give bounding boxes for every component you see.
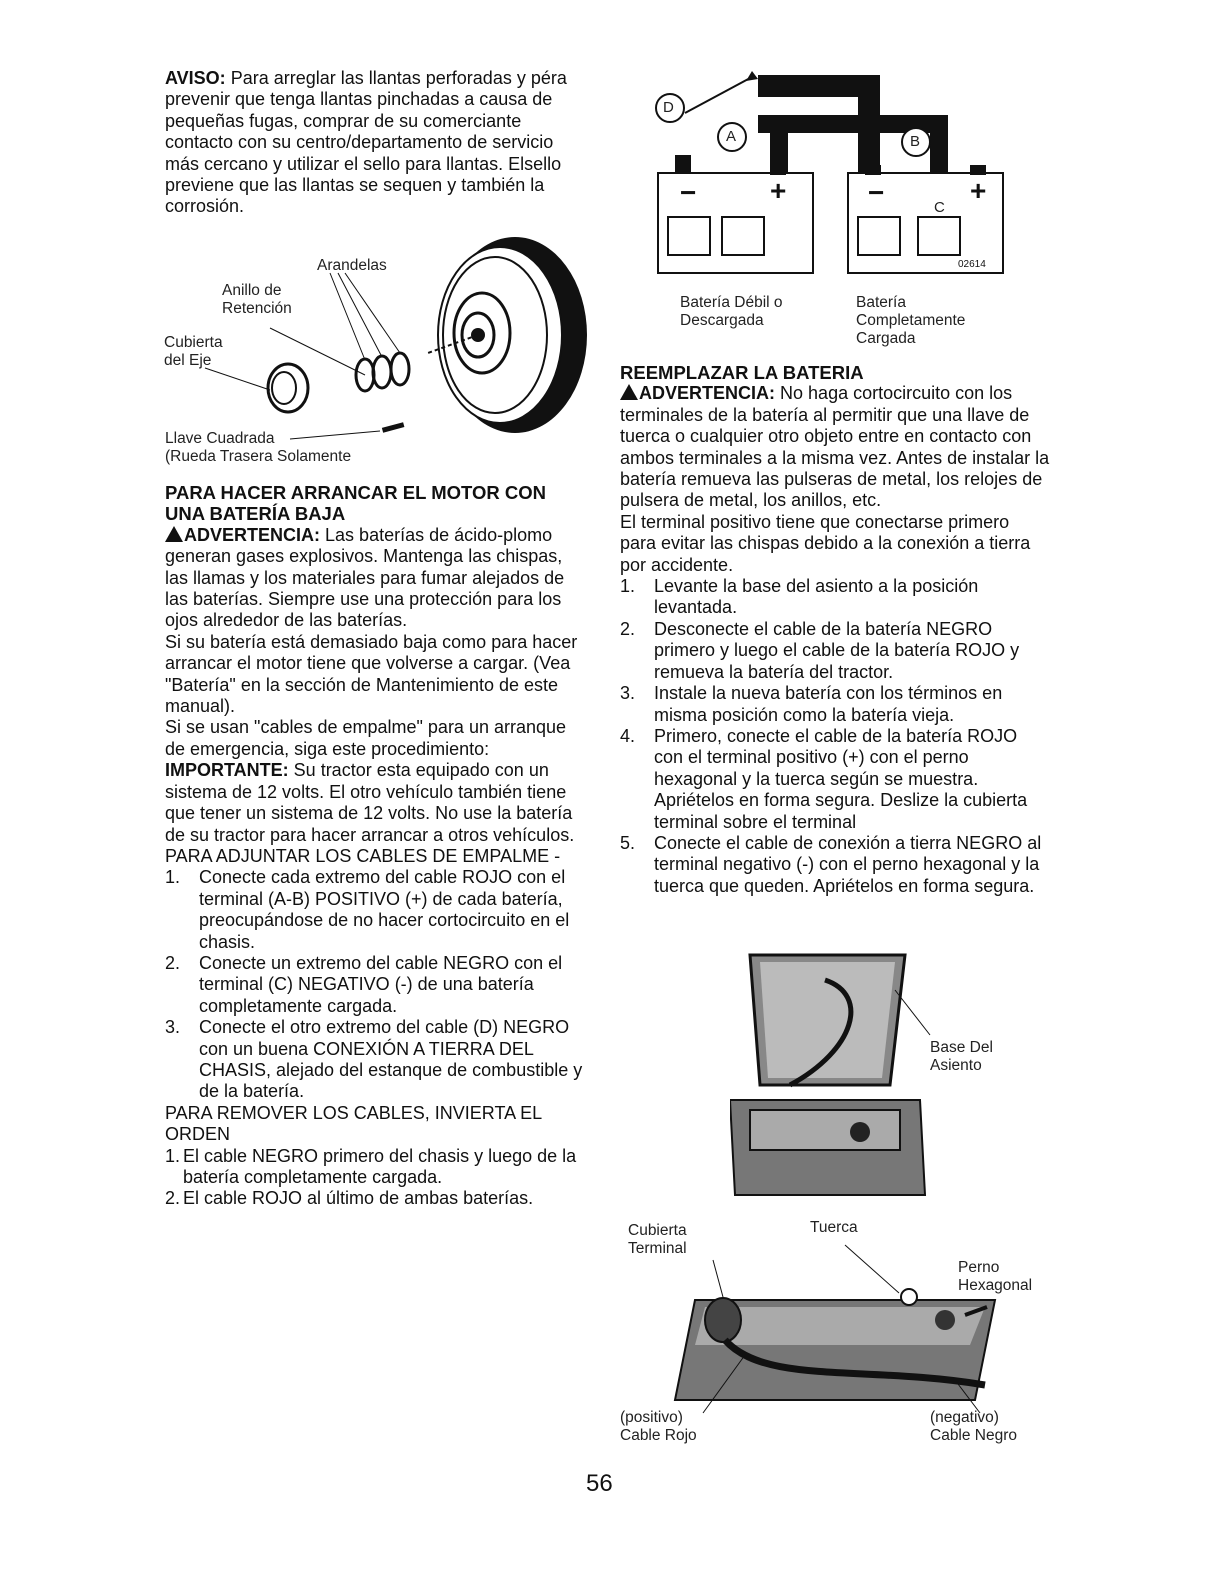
- positive-first-text: El terminal positivo tiene que conectarse primero para evitar las chispas debido a la conexión a tierra por accidente.: [620, 511, 1031, 575]
- notice-text: Para arreglar las llantas perforadas y péra prevenir que tenga llantas pinchadas a causa de pequeñas fugas, comprar de su comerciante contacto con su centro/departamento de servicio más cercano y utilizar el sello para llantas. Elsello previene que las llantas se sequen y también la corrosión.: [165, 68, 567, 217]
- weak-battery-label-1: Batería Débil o: [680, 294, 783, 311]
- battery-jumper-diagram: [640, 65, 1020, 355]
- warning-triangle-icon: [165, 526, 183, 542]
- hex-bolt-label-1: Perno: [958, 1259, 1000, 1276]
- list-item: 5. Conecte el cable de conexión a tierra NEGRO al terminal negativo (-) con el perno hexagonal y la tuerca que queden. Apriételos en forma segura.: [620, 832, 1042, 896]
- hex-bolt-label-2: Hexagonal: [958, 1277, 1033, 1294]
- full-battery-label-2: Completamente: [856, 312, 966, 329]
- seat-base-label-2: Asiento: [930, 1057, 982, 1074]
- remove-heading: PARA REMOVER LOS CABLES, INVIERTA EL ORDEN: [165, 1102, 542, 1145]
- replace-steps: [620, 576, 1050, 897]
- list-item: 1. Conecte cada extremo del cable ROJO con el terminal (A-B) POSITIVO (+) de cada batería, preocupándose de no hacer cortocircuito en el chasis.: [165, 867, 570, 952]
- seat-base-diagram: [730, 950, 1030, 1200]
- key-label-2: (Rueda Trasera Solamente: [165, 448, 352, 465]
- axle-cover-label-1: Cubierta: [164, 334, 223, 351]
- plus-sign-full: +: [970, 175, 987, 206]
- replace-warning-label: ADVERTENCIA:: [639, 383, 776, 404]
- jump-warning-text: Las baterías de ácido-plomo generan gases explosivos. Mantenga las chispas, las llamas y los materiales para fumar alejados de las baterías. Siempre use una protección para los ojos alrededor de las baterías.: [165, 524, 565, 631]
- list-item: 1. El cable NEGRO primero del chasis y luego de la batería completamente cargada.: [165, 1145, 577, 1187]
- plus-sign-weak: +: [770, 175, 787, 206]
- jumper-cables-text: Si se usan "cables de empalme" para un arranque de emergencia, siga este procedimiento:: [165, 717, 567, 759]
- ring-label-2: Retención: [222, 300, 292, 317]
- label-b: B: [910, 133, 921, 150]
- seat-base-label-1: Base Del: [930, 1039, 993, 1056]
- important-label: IMPORTANTE:: [165, 760, 289, 781]
- figure-code: 02614: [958, 259, 986, 270]
- list-item: 3. Instale la nueva batería con los términos en misma posición como la batería vieja.: [620, 683, 1003, 725]
- terminal-cover-label-1: Cubierta: [628, 1222, 687, 1239]
- minus-sign-weak: −: [680, 177, 697, 208]
- label-a: A: [726, 128, 737, 145]
- axle-cover-label-2: del Eje: [164, 352, 212, 369]
- label-d: D: [663, 99, 674, 116]
- jump-heading-1: PARA HACER ARRANCAR EL MOTOR CON: [165, 482, 546, 503]
- replace-heading: REEMPLAZAR LA BATERIA: [620, 362, 864, 383]
- list-item: 2. Desconecte el cable de la batería NEGRO primero y luego el cable de la batería ROJO y remueva la batería del tractor.: [620, 618, 1020, 682]
- jump-heading-2: UNA BATERÍA BAJA: [165, 503, 346, 525]
- seat-base-illustration: [730, 950, 1030, 1200]
- positive-label: (positivo): [620, 1409, 683, 1426]
- full-battery-label-3: Cargada: [856, 330, 916, 347]
- wheel-diagram: [160, 235, 600, 475]
- list-item: 4. Primero, conecte el cable de la batería ROJO con el terminal positivo (+) con el perno hexagonal y la tuerca según se muestra. Apriételos en forma segura. Deslize la cubierta terminal sobre el terminal: [620, 725, 1028, 832]
- washers-label: Arandelas: [317, 257, 387, 274]
- weak-battery-label-2: Descargada: [680, 312, 764, 329]
- important-text: Su tractor esta equipado con un sistema de 12 volts. El otro vehículo también tiene que tener un sistema de 12 volts. No use la batería de su tractor para hacer arrancar a otros vehículos.: [165, 760, 575, 845]
- battery-illustration: [640, 65, 1020, 275]
- terminal-cover-label-2: Terminal: [628, 1240, 687, 1257]
- jump-start-section: [165, 482, 590, 1210]
- list-item: 2. Conecte un extremo del cable NEGRO con el terminal (C) NEGATIVO (-) de una batería completamente cargada.: [165, 952, 563, 1016]
- jump-warning-label: ADVERTENCIA:: [184, 524, 321, 545]
- notice-block: [165, 68, 590, 218]
- list-item: 3. Conecte el otro extremo del cable (D) NEGRO con un buena CONEXIÓN A TIERRA DEL CHASIS, alejado del estanque de combustible y de la batería.: [165, 1017, 583, 1102]
- minus-sign-full: −: [868, 177, 885, 208]
- list-item: 1. Levante la base del asiento a la posición levantada.: [620, 576, 979, 618]
- replace-battery-section: [620, 362, 1050, 897]
- negative-label: (negativo): [930, 1409, 999, 1426]
- page-number: 56: [586, 1470, 613, 1497]
- attach-heading: PARA ADJUNTAR LOS CABLES DE EMPALME -: [165, 845, 561, 866]
- battery-terminal-diagram: [615, 1215, 1035, 1455]
- list-item: 2. El cable ROJO al último de ambas baterías.: [165, 1188, 534, 1209]
- key-label-1: Llave Cuadrada: [165, 430, 275, 447]
- red-cable-label: Cable Rojo: [620, 1427, 697, 1444]
- low-battery-text: Si su batería está demasiado baja como para hacer arrancar el motor tiene que volverse a cargar. (Vea "Batería" en la sección de Mantenimiento de este manual).: [165, 631, 578, 717]
- label-c: C: [934, 199, 945, 216]
- black-cable-label: Cable Negro: [930, 1427, 1018, 1444]
- remove-steps: [165, 1146, 590, 1210]
- nut-label: Tuerca: [810, 1219, 858, 1236]
- full-battery-label-1: Batería: [856, 294, 906, 311]
- notice-label: AVISO:: [165, 68, 226, 88]
- attach-steps: [165, 867, 590, 1102]
- ring-label-1: Anillo de: [222, 282, 282, 299]
- replace-warning-text: No haga cortocircuito con los terminales de la batería al permitir que una llave de tuerca o cualquier otro objeto entre en contacto con ambos terminales a la misma vez. Antes de instalar la batería remueva las pulseras de metal, los relojes de pulsera de metal, los anillos, etc.: [620, 383, 1050, 511]
- warning-triangle-icon: [620, 384, 638, 400]
